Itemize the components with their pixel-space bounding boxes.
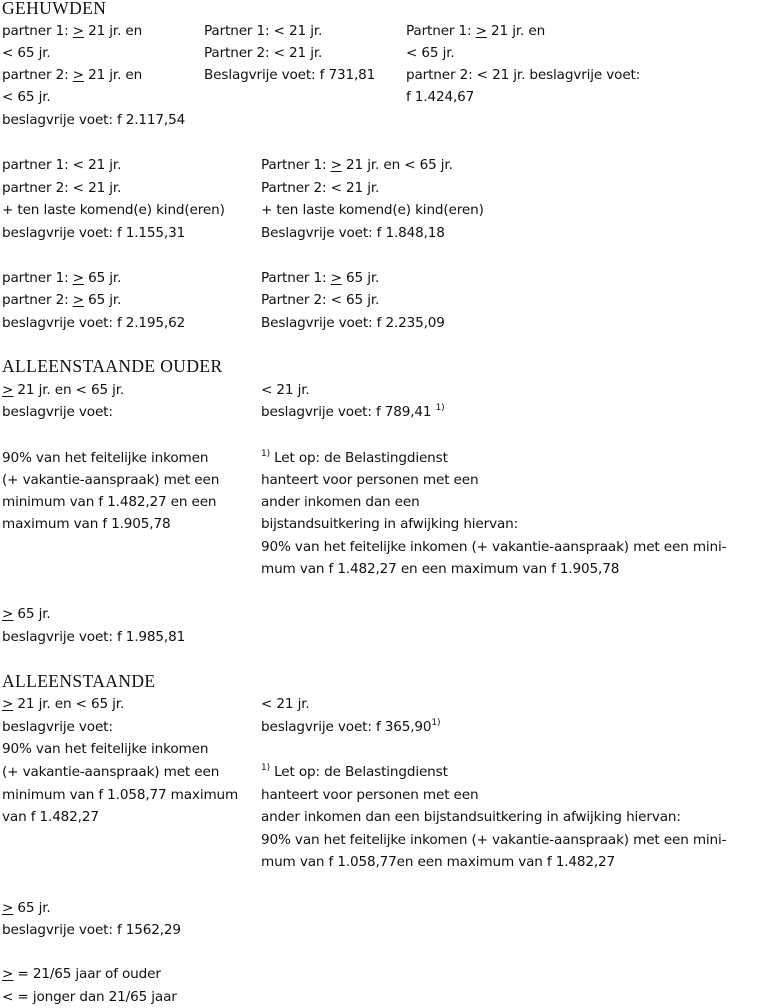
legend-line: < = jonger dan 21/65 jaar [2,989,177,1005]
alleen-note-line [261,761,448,783]
gehuwden-col1-line: < 65 jr. [2,89,51,105]
heading-alleenstaande: ALLEENSTAANDE [2,671,156,691]
greater-or-equal-symbol: > [330,157,342,173]
ouder-note-line: ander inkomen dan een [261,494,420,510]
gehuwden-col3-line: < 65 jr. [406,45,455,61]
gehuwden-col1-line: beslagvrije voet: f 2.117,54 [2,112,186,128]
gehuwden-row2-right-line: Partner 2: < 21 jr. [261,180,380,196]
alleen-note-text: Let op: de Belastingdienst [274,764,448,780]
greater-or-equal-symbol: > [2,606,14,622]
alleen-note-line: hanteert voor personen met een [261,787,479,803]
heading-gehuwden: GEHUWDEN [2,0,107,18]
gehuwden-row2-left-line: partner 1: < 21 jr. [2,157,122,173]
alleen-senior-line: beslagvrije voet: f 1562,29 [2,922,181,938]
ouder-left-line: 90% van het feitelijke inkomen [2,450,209,466]
ouder-right-line [261,401,445,423]
ouder-note-text: Let op: de Belastingdienst [274,450,448,466]
gehuwden-row3-left-line: partner 2: > 65 jr. [2,292,122,308]
gehuwden-row2-left-line: + ten laste komend(e) kind(eren) [2,202,225,218]
ouder-left-line: > 21 jr. en < 65 jr. [2,382,125,398]
gehuwden-row3-right-line: Partner 1: > 65 jr. [261,270,380,286]
alleen-right-line [261,716,440,738]
footnote-marker: 1) [431,718,441,728]
footnote-marker: 1) [261,449,270,459]
gehuwden-row3-right-line: Partner 2: < 65 jr. [261,292,380,308]
gehuwden-row2-left-line: partner 2: < 21 jr. [2,180,122,196]
greater-or-equal-symbol: > [72,67,84,83]
gehuwden-col3-line: partner 2: < 21 jr. beslagvrije voet: [406,67,641,83]
footnote-marker: 1) [261,763,270,773]
greater-or-equal-symbol: > [330,270,342,286]
alleen-right-value: beslagvrije voet: f 365,90 [261,719,432,735]
ouder-left-line: minimum van f 1.482,27 en een [2,494,217,510]
greater-or-equal-symbol: > [475,23,487,39]
alleen-left-line: > 21 jr. en < 65 jr. [2,696,125,712]
ouder-right-value: beslagvrije voet: f 789,41 [261,404,432,420]
ouder-left-line: beslagvrije voet: [2,404,113,420]
alleen-note-line: ander inkomen dan een bijstandsuitkering in afwijking hiervan: [261,809,681,825]
ouder-note-line [261,447,448,469]
gehuwden-col2-line: Partner 2: < 21 jr. [204,45,323,61]
greater-or-equal-symbol: > [72,270,84,286]
gehuwden-row2-left-line: beslagvrije voet: f 1.155,31 [2,225,186,241]
ouder-note-line: 90% van het feitelijke inkomen (+ vakantie-aanspraak) met een mini- [261,539,727,555]
gehuwden-col1-line: partner 1: > 21 jr. en [2,23,143,39]
gehuwden-row2-right-line: Partner 1: > 21 jr. en < 65 jr. [261,157,453,173]
gehuwden-col2-line: Partner 1: < 21 jr. [204,23,323,39]
gehuwden-col2-line: Beslagvrije voet: f 731,81 [204,67,376,83]
greater-or-equal-symbol: > [2,966,14,982]
gehuwden-col3-line: f 1.424,67 [406,89,475,105]
alleen-left-line: minimum van f 1.058,77 maximum [2,787,239,803]
alleen-senior-line: > 65 jr. [2,900,51,916]
greater-or-equal-symbol: > [72,292,84,308]
alleen-note-line: mum van f 1.058,77en een maximum van f 1.482,27 [261,854,616,870]
gehuwden-col3-line: Partner 1: > 21 jr. en [406,23,546,39]
gehuwden-row2-right-line: + ten laste komend(e) kind(eren) [261,202,484,218]
ouder-left-line: (+ vakantie-aanspraak) met een [2,472,220,488]
greater-or-equal-symbol: > [2,900,14,916]
ouder-senior-line: beslagvrije voet: f 1.985,81 [2,629,186,645]
heading-alleenstaande-ouder: ALLEENSTAANDE OUDER [2,356,223,376]
ouder-right-line: < 21 jr. [261,382,310,398]
gehuwden-row2-right-line: Beslagvrije voet: f 1.848,18 [261,225,445,241]
ouder-senior-line: > 65 jr. [2,606,51,622]
greater-or-equal-symbol: > [2,696,14,712]
gehuwden-col1-line: partner 2: > 21 jr. en [2,67,143,83]
gehuwden-row3-right-line: Beslagvrije voet: f 2.235,09 [261,315,445,331]
gehuwden-row3-left-line: partner 1: > 65 jr. [2,270,122,286]
greater-or-equal-symbol: > [72,23,84,39]
alleen-left-line: 90% van het feitelijke inkomen [2,741,209,757]
alleen-left-line: (+ vakantie-aanspraak) met een [2,764,220,780]
alleen-note-line: 90% van het feitelijke inkomen (+ vakantie-aanspraak) met een mini- [261,832,727,848]
ouder-note-line: hanteert voor personen met een [261,472,479,488]
ouder-note-line: mum van f 1.482,27 en een maximum van f 1.905,78 [261,561,620,577]
greater-or-equal-symbol: > [2,382,14,398]
alleen-right-line: < 21 jr. [261,696,310,712]
footnote-marker: 1) [435,403,445,413]
alleen-left-line: beslagvrije voet: [2,719,113,735]
gehuwden-col1-line: < 65 jr. [2,45,51,61]
ouder-note-line: bijstandsuitkering in afwijking hiervan: [261,516,519,532]
legend-line: > = 21/65 jaar of ouder [2,966,161,982]
ouder-left-line: maximum van f 1.905,78 [2,516,171,532]
alleen-left-line: van f 1.482,27 [2,809,99,825]
gehuwden-row3-left-line: beslagvrije voet: f 2.195,62 [2,315,186,331]
